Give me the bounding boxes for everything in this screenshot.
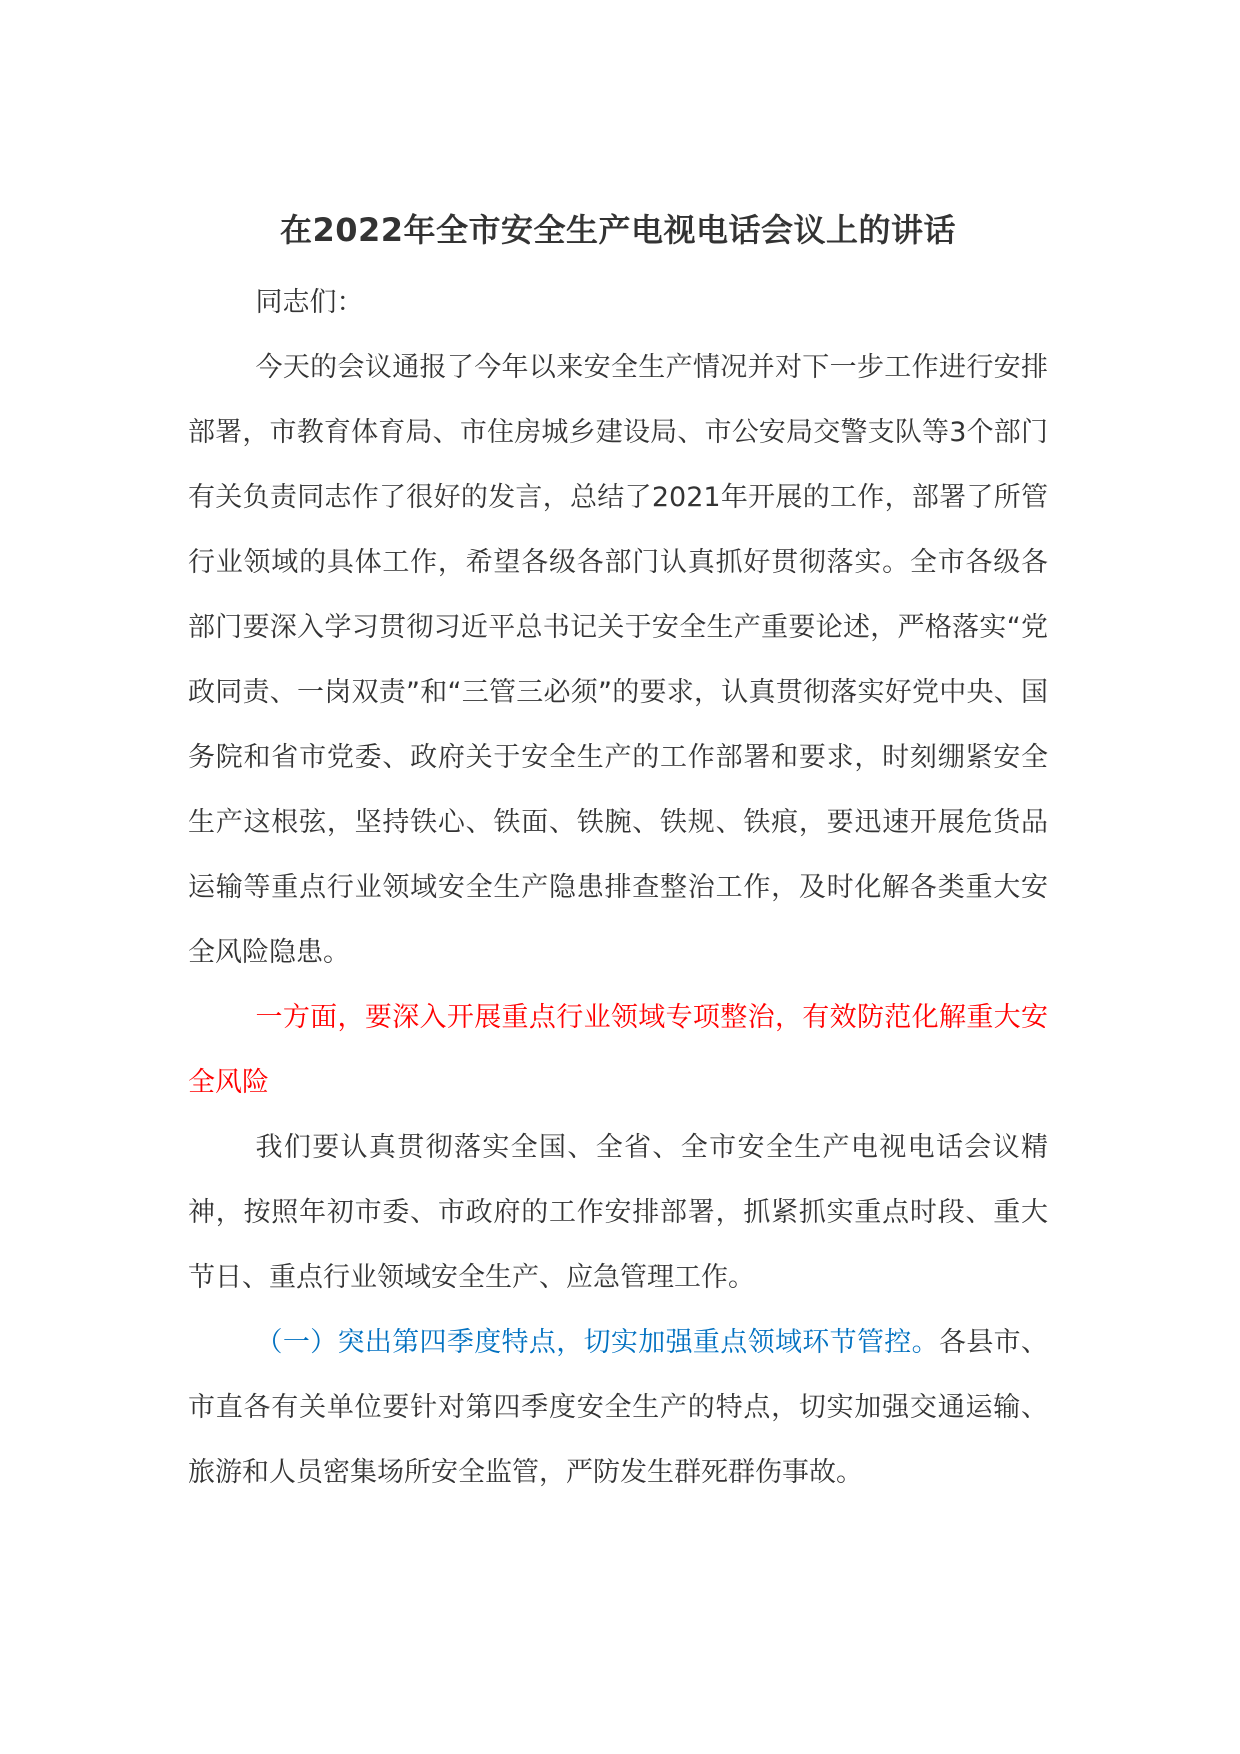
body-paragraph-3 <box>188 1310 1048 1505</box>
salutation: 同志们： <box>255 287 364 318</box>
body-paragraph-1: 今天的会议通报了今年以来安全生产情况并对下一步工作进行安排部署，市教育体育局、市住房城乡建设局、市公安局交警支队等3个部门有关负责同志作了很好的发言，总结了2021年开展的工作，部署了所管行业领域的具体工作，希望各级各部门认真抓好贯彻落实。全市各级各部门要深入学习贯彻习近平总书记关于安全生产重要论述，严格落实“党政同责、一岗双责”和“三管三必须”的要求，认真贯彻落实好党中央、国务院和省市党委、政府关于安全生产的工作部署和要求，时刻绷紧安全生产这根弦，坚持铁心、铁面、铁腕、铁规、铁痕，要迅速开展危货品运输等重点行业领域安全生产隐患排查整治工作，及时化解各类重大安全风险隐患。 <box>188 352 1048 968</box>
section-heading: 一方面，要深入开展重点行业领域专项整治，有效防范化解重大安全风险 <box>188 1002 1048 1098</box>
document-title: 在2022年全市安全生产电视电话会议上的讲话 <box>279 211 957 249</box>
sub-heading-body: 各县市、市直各有关单位要针对第四季度安全生产的特点，切实加强交通运输、旅游和人员密集场所安全监管，严防发生群死群伤事故。 <box>188 1327 1049 1488</box>
document-page <box>188 200 1048 1505</box>
body-paragraph-2: 我们要认真贯彻落实全国、全省、全市安全生产电视电话会议精神，按照年初市委、市政府的工作安排部署，抓紧抓实重点时段、重大节日、重点行业领域安全生产、应急管理工作。 <box>188 1132 1048 1293</box>
sub-heading: （一）突出第四季度特点，切实加强重点领域环节管控。 <box>255 1327 939 1358</box>
